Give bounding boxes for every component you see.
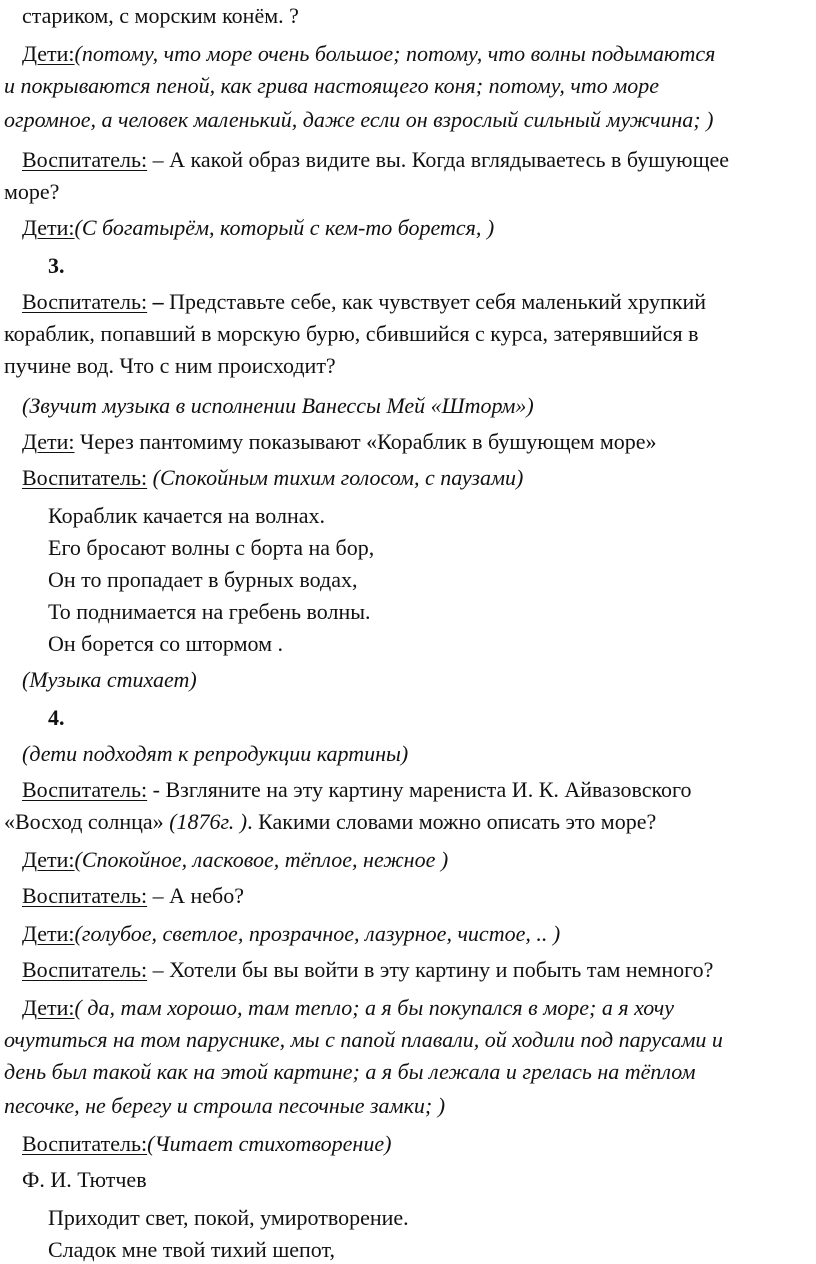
section-number: 3.	[48, 253, 65, 278]
text-line: «Восход солнца» (1876г. ). Какими словами можно описать это море?	[4, 809, 657, 834]
speaker-label: Дети:	[22, 921, 75, 946]
speaker-label: Дети:	[22, 847, 75, 872]
text-line: Дети:(С богатырём, который с кем-то борется, )	[22, 215, 495, 240]
poem-line: Его бросают волны с борта на бор,	[48, 535, 375, 560]
text-line: Дети: Через пантомиму показывают «Кораблик в бушующем море»	[22, 429, 657, 454]
text-line: день был такой как на этой картине; а я бы лежала и грелась на тёплом	[4, 1059, 696, 1084]
text-line: Дети:(потому, что море очень большое; потому, что волны подымаются	[22, 41, 716, 66]
stage-direction: (Музыка стихает)	[22, 667, 197, 692]
text-line: и покрываются пеной, как грива настоящего коня; потому, что море	[4, 73, 660, 98]
text-line: Дети:( да, там хорошо, там тепло; а я бы покупался в море; а я хочу	[22, 995, 674, 1020]
text-line: Воспитатель: – Представьте себе, как чувствует себя маленький хрупкий	[22, 289, 707, 314]
speaker-label: Воспитатель:	[22, 957, 148, 982]
text-line: огромное, а человек маленький, даже если он взрослый сильный мужчина; )	[4, 107, 714, 132]
poem-line: Он борется со штормом .	[48, 631, 284, 656]
speaker-label: Дети:	[22, 215, 75, 240]
text-line: очутиться на том паруснике, мы с папой плавали, ой ходили под парусами и	[4, 1027, 723, 1052]
text-line: Воспитатель: - Взгляните на эту картину марениста И. К. Айвазовского	[22, 777, 692, 802]
text-line: стариком, с морским конём. ?	[22, 3, 299, 28]
text-line: Воспитатель: – Хотели бы вы войти в эту картину и побыть там немного?	[22, 957, 714, 982]
text-line: пучине вод. Что с ним происходит?	[4, 353, 336, 378]
speaker-label: Воспитатель:	[22, 883, 148, 908]
poem-line: Кораблик качается на волнах.	[48, 503, 326, 528]
speaker-label: Дети:	[22, 995, 75, 1020]
text-line: кораблик, попавший в морскую бурю, сбившийся с курса, затерявшийся в	[4, 321, 699, 346]
text-line: песочке, не берегу и строила песочные замки; )	[4, 1093, 446, 1118]
speaker-label: Воспитатель:	[22, 147, 148, 172]
speaker-label: Воспитатель:	[22, 289, 148, 314]
speaker-label: Воспитатель:	[22, 465, 148, 490]
speaker-label: Воспитатель:	[22, 1131, 148, 1156]
poem-line: Он то пропадает в бурных водах,	[48, 567, 358, 592]
text-line: Воспитатель:(Читает стихотворение)	[22, 1131, 392, 1156]
speaker-label: Дети:	[22, 41, 75, 66]
poem-line: Приходит свет, покой, умиротворение.	[48, 1205, 409, 1230]
text-line: Дети:(Спокойное, ласковое, тёплое, нежное )	[22, 847, 449, 872]
speaker-label: Дети:	[22, 429, 75, 454]
stage-direction: (дети подходят к репродукции картины)	[22, 741, 409, 766]
text-line: Воспитатель: – А какой образ видите вы. Когда вглядываетесь в бушующее	[22, 147, 730, 172]
stage-direction: (Звучит музыка в исполнении Ванессы Мей «Шторм»)	[22, 393, 534, 418]
poem-line: То поднимается на гребень волны.	[48, 599, 371, 624]
section-number: 4.	[48, 705, 65, 730]
poem-line: Сладок мне твой тихий шепот,	[48, 1237, 335, 1262]
author-line: Ф. И. Тютчев	[22, 1167, 147, 1192]
text-line: Воспитатель: – А небо?	[22, 883, 245, 908]
text-line: Дети:(голубое, светлое, прозрачное, лазурное, чистое, .. )	[22, 921, 561, 946]
text-line: Воспитатель: (Спокойным тихим голосом, с паузами)	[22, 465, 524, 490]
speaker-label: Воспитатель:	[22, 777, 148, 802]
text-line: море?	[4, 179, 60, 204]
